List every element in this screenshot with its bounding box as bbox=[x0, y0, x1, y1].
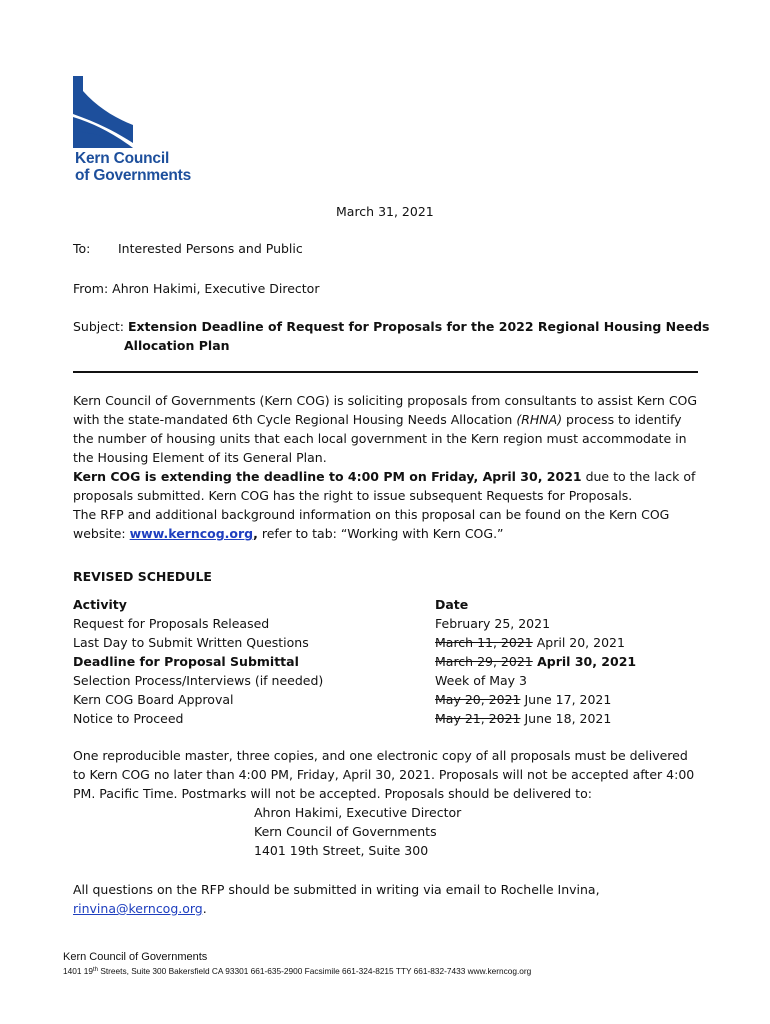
schedule-row bbox=[73, 614, 693, 633]
schedule-row bbox=[73, 633, 693, 652]
questions-text: All questions on the RFP should be submitted in writing via email to Rochelle Invina, bbox=[73, 882, 600, 897]
schedule-activity: Request for Proposals Released bbox=[73, 616, 270, 631]
schedule-date: June 17, 2021 bbox=[524, 692, 612, 707]
schedule-date-cell bbox=[435, 652, 636, 671]
kern-cog-logo bbox=[73, 76, 203, 186]
schedule-old-date: May 20, 2021 bbox=[435, 692, 521, 707]
website-comma: , bbox=[253, 526, 258, 541]
to-label: To: bbox=[73, 241, 91, 256]
delivery-address-line-3: 1401 19th Street, Suite 300 bbox=[254, 843, 429, 858]
header-divider bbox=[73, 371, 698, 373]
schedule-date-cell bbox=[435, 690, 611, 709]
subject-line bbox=[73, 317, 709, 336]
website-link[interactable]: www.kerncog.org bbox=[129, 526, 254, 541]
to-value: Interested Persons and Public bbox=[118, 241, 303, 256]
from-line bbox=[73, 279, 319, 298]
kern-cog-logo-icon bbox=[73, 76, 133, 148]
footer-org-name: Kern Council of Governments bbox=[63, 951, 208, 963]
footer-address-start: 1401 19 bbox=[63, 966, 93, 976]
rfp-text: The RFP and additional background information on this proposal can be found on the Kern COG website: bbox=[73, 507, 670, 541]
schedule-activity: Last Day to Submit Written Questions bbox=[73, 635, 309, 650]
schedule-activity: Selection Process/Interviews (if needed) bbox=[73, 673, 324, 688]
rfp-tail: refer to tab: “Working with Kern COG.” bbox=[257, 526, 504, 541]
questions-paragraph bbox=[73, 880, 703, 918]
schedule-date: February 25, 2021 bbox=[435, 616, 551, 631]
delivery-address-line-2: Kern Council of Governments bbox=[254, 824, 437, 839]
schedule-date: April 20, 2021 bbox=[536, 635, 625, 650]
schedule-date-cell bbox=[435, 633, 625, 652]
schedule-date-cell bbox=[435, 709, 611, 728]
logo-wordmark bbox=[75, 150, 191, 184]
footer-address-sup: th bbox=[93, 967, 99, 973]
footer-contact bbox=[63, 966, 531, 977]
schedule-row bbox=[73, 709, 693, 728]
schedule-row bbox=[73, 652, 693, 671]
intro-text-1: Kern Council of Governments (Kern COG) is soliciting proposals from consultants to assist Kern COG with the state-mandated 6th Cycle Regional Housing Needs Allocation bbox=[73, 393, 698, 427]
schedule-row bbox=[73, 690, 693, 709]
delivery-address-line-1: Ahron Hakimi, Executive Director bbox=[254, 805, 462, 820]
subject-title-continued: Allocation Plan bbox=[124, 338, 230, 353]
date-column-header: Date bbox=[435, 597, 469, 612]
activity-column-header: Activity bbox=[73, 597, 127, 612]
schedule-date: Week of May 3 bbox=[435, 673, 528, 688]
memo-date: March 31, 2021 bbox=[336, 204, 434, 219]
from-label: From: bbox=[73, 281, 109, 296]
schedule-date-cell bbox=[435, 614, 550, 633]
intro-text-2: process to identify the number of housing units that each local government in the Kern region must accommodate in the Housing Element of its General Plan. bbox=[73, 412, 687, 465]
logo-line-2: of Governments bbox=[75, 167, 192, 184]
delivery-paragraph: One reproducible master, three copies, and one electronic copy of all proposals must be delivered to Kern COG no later than 4:00 PM, Friday, April 30, 2021. Proposals will not be accepted after 4:00 PM. Pacific Time. Postmarks will not be accepted. Proposals should be delivered to: bbox=[73, 748, 695, 801]
footer-address-rest: Streets, Suite 300 Bakersfield CA 93301 661-635-2900 Facsimile 661-324-8215 TTY 661-832-7433 www.kerncog.org bbox=[98, 966, 532, 976]
email-link[interactable]: rinvina@kerncog.org bbox=[73, 901, 203, 916]
schedule-old-date: May 21, 2021 bbox=[435, 711, 521, 726]
schedule-date: April 30, 2021 bbox=[537, 654, 637, 669]
schedule-old-date: March 29, 2021 bbox=[435, 654, 533, 669]
schedule-activity: Kern COG Board Approval bbox=[73, 692, 234, 707]
questions-period: . bbox=[202, 901, 207, 916]
from-value: Ahron Hakimi, Executive Director bbox=[112, 281, 320, 296]
intro-rhna: (RHNA) bbox=[516, 412, 563, 427]
schedule-activity: Deadline for Proposal Submittal bbox=[73, 654, 299, 669]
schedule-date-cell bbox=[435, 671, 527, 690]
extension-text: due to the lack of proposals submitted. Kern COG has the right to issue subsequent Requests for Proposals. bbox=[73, 469, 696, 503]
schedule-heading: REVISED SCHEDULE bbox=[73, 569, 212, 584]
logo-line-1: Kern Council bbox=[75, 150, 170, 167]
intro-paragraph bbox=[73, 391, 703, 543]
schedule-header-row bbox=[73, 595, 693, 614]
schedule-activity: Notice to Proceed bbox=[73, 711, 184, 726]
subject-label: Subject: bbox=[73, 319, 124, 334]
subject-title: Extension Deadline of Request for Proposals for the 2022 Regional Housing Needs bbox=[127, 319, 710, 334]
schedule-date: June 18, 2021 bbox=[524, 711, 612, 726]
schedule-row bbox=[73, 671, 693, 690]
extension-notice: Kern COG is extending the deadline to 4:00 PM on Friday, April 30, 2021 bbox=[73, 469, 582, 484]
schedule-old-date: March 11, 2021 bbox=[435, 635, 533, 650]
